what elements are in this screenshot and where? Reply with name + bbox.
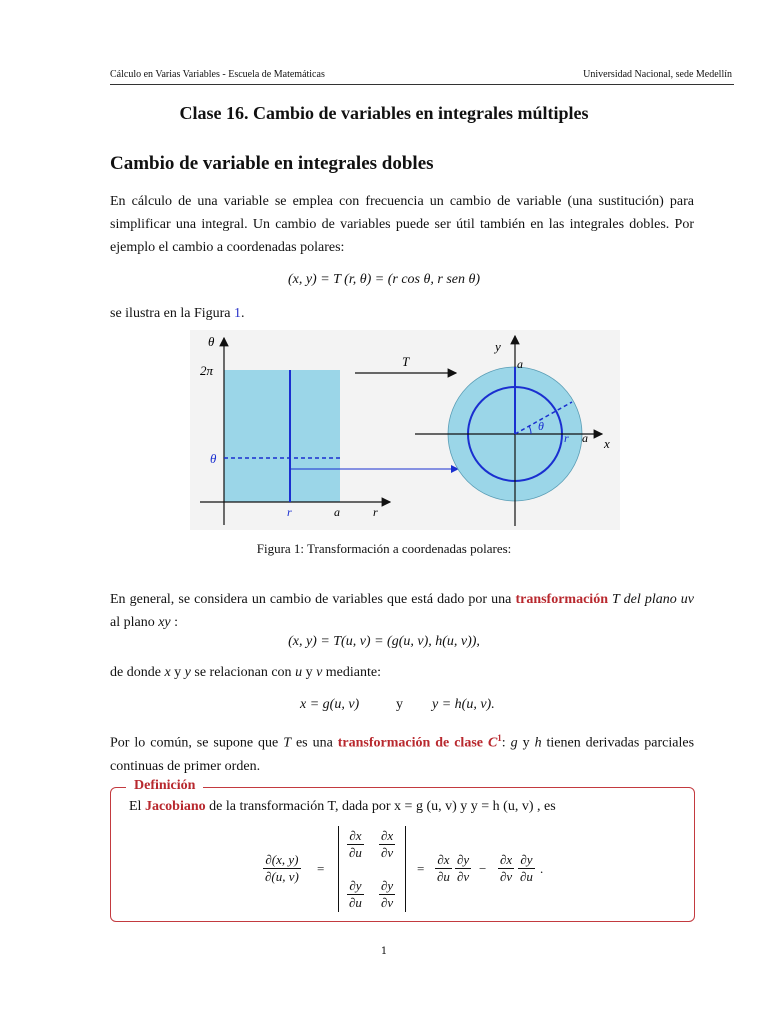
class-text-3: :: [501, 735, 511, 751]
matrix-22: $\frac{\partial y}{\partial v}$: [381, 878, 394, 910]
class-text-1: Por lo común, se supone que: [110, 735, 284, 751]
right-a-label: a: [582, 431, 588, 445]
relation-text-2: se relacionan con: [190, 665, 296, 680]
intro-paragraph: En cálculo de una variable se emplea con frecuencia un cambio de variable (una sustitución) para simplificar una integral. Un cambio de variables puede ser útil también en las integrales dobles. Por ejemplo el cambio a coordenadas polares:: [110, 194, 694, 255]
xy-symbol: xy: [158, 615, 171, 630]
y-symbol: y: [184, 665, 191, 680]
figure-caption: Figura 1: Transformación a coordenadas polares:: [256, 541, 512, 556]
g-symbol: g: [510, 735, 518, 751]
equals-1: =: [317, 861, 325, 876]
general-text-4: :: [170, 615, 179, 630]
matrix-12: $\frac{\partial x}{\partial v}$: [381, 828, 394, 860]
right-a-top-label: a: [517, 357, 523, 371]
matrix-21: $\frac{\partial y}{\partial u}$: [349, 878, 362, 910]
right-theta-label: θ: [538, 419, 544, 433]
x-symbol: x: [164, 665, 171, 680]
right-axis-y-label: y: [495, 339, 501, 354]
header-right: Universidad Nacional, sede Medellín: [583, 69, 732, 80]
relation-paragraph: [110, 661, 694, 684]
relation-text-1: de donde: [110, 665, 165, 680]
definition-title: Definición: [126, 778, 203, 794]
transformation-label: T: [402, 354, 410, 369]
relation-y-word-2: y: [302, 665, 317, 680]
header-left: Cálculo en Varias Variables - Escuela de Matemáticas: [110, 69, 325, 80]
class-text-4: y: [517, 735, 535, 751]
figure-reference: [110, 302, 694, 325]
h-symbol: h: [534, 735, 542, 751]
determinant-right-bar: [405, 826, 406, 912]
polar-equation: (x, y) = T (r, θ) = (r cos θ, r sen θ): [287, 272, 481, 287]
page-number: 1: [380, 946, 388, 957]
general-paragraph: [110, 588, 694, 634]
polar-transformation-figure: [190, 330, 620, 530]
general-equation: (x, y) = T(u, v) = (g(u, v), h(u, v)),: [288, 634, 480, 649]
left-r-label: r: [287, 505, 292, 519]
v-symbol: v: [316, 665, 323, 680]
u-symbol: u: [295, 665, 303, 680]
class-paragraph: [110, 727, 694, 778]
rhs-term-3: $\frac{\partial x}{\partial v}$: [500, 852, 513, 884]
section-title: Cambio de variable en integrales dobles: [110, 153, 434, 174]
definition-text: [129, 799, 556, 815]
matrix-11: $\frac{\partial x}{\partial u}$: [349, 828, 362, 860]
left-axis-y-label: θ: [208, 334, 215, 349]
transformacion-term: transformación: [515, 592, 608, 607]
jacobian-formula: [263, 826, 563, 912]
clase-term: transformación de clase: [337, 735, 488, 751]
general-text-3: al plano: [110, 615, 159, 630]
left-theta-label: θ: [210, 451, 217, 466]
T-symbol: T: [283, 735, 292, 751]
left-tick-2pi: 2π: [200, 363, 214, 378]
left-rectangle-region: [224, 370, 340, 502]
minus-sign: −: [479, 861, 487, 876]
page-title: Clase 16. Cambio de variables en integrales múltiples: [179, 103, 589, 123]
left-axis-x-label: r: [373, 505, 378, 519]
rhs-term-4: $\frac{\partial y}{\partial u}$: [520, 852, 533, 884]
rhs-term-2: $\frac{\partial y}{\partial v}$: [457, 852, 470, 884]
jacobian-lhs: $\frac{\partial(x, y)}{\partial(u, v)}$: [265, 852, 299, 884]
general-text-1: En general, se considera un cambio de variables que está dado por una: [110, 592, 516, 607]
equation-connector: y: [396, 697, 403, 712]
left-a-label: a: [334, 505, 340, 519]
general-text-2: T del plano: [607, 592, 681, 607]
class-text-5: tienen derivadas parciales continuas de primer orden.: [110, 735, 695, 774]
figure-ref-link[interactable]: 1: [234, 306, 242, 321]
figure-ref-after: .: [241, 306, 245, 321]
header-rule: [110, 84, 734, 85]
formula-period: .: [540, 861, 544, 876]
C-class-symbol: C: [487, 735, 498, 751]
equation-y-h: y = h(u, v).: [432, 697, 495, 712]
C-class-sup: 1: [497, 733, 502, 743]
class-text-2: es una: [291, 735, 338, 751]
figure-ref-before: se ilustra en la Figura: [110, 306, 235, 321]
definition-text-2: de la transformación T, dada por x = g (u, v) y y = h (u, v) , es: [205, 799, 556, 814]
equals-2: =: [417, 861, 425, 876]
uv-symbol: uv: [680, 592, 694, 607]
relation-y-word: y: [170, 665, 185, 680]
right-axis-x-label: x: [604, 436, 610, 451]
determinant-left-bar: [338, 826, 339, 912]
right-r-label: r: [564, 431, 569, 445]
equation-x-g: x = g(u, v): [300, 697, 360, 712]
definition-text-1: El: [129, 799, 145, 814]
rhs-term-1: $\frac{\partial x}{\partial u}$: [437, 852, 450, 884]
jacobiano-term: Jacobiano: [144, 799, 206, 814]
relation-text-3: mediante:: [322, 665, 381, 680]
